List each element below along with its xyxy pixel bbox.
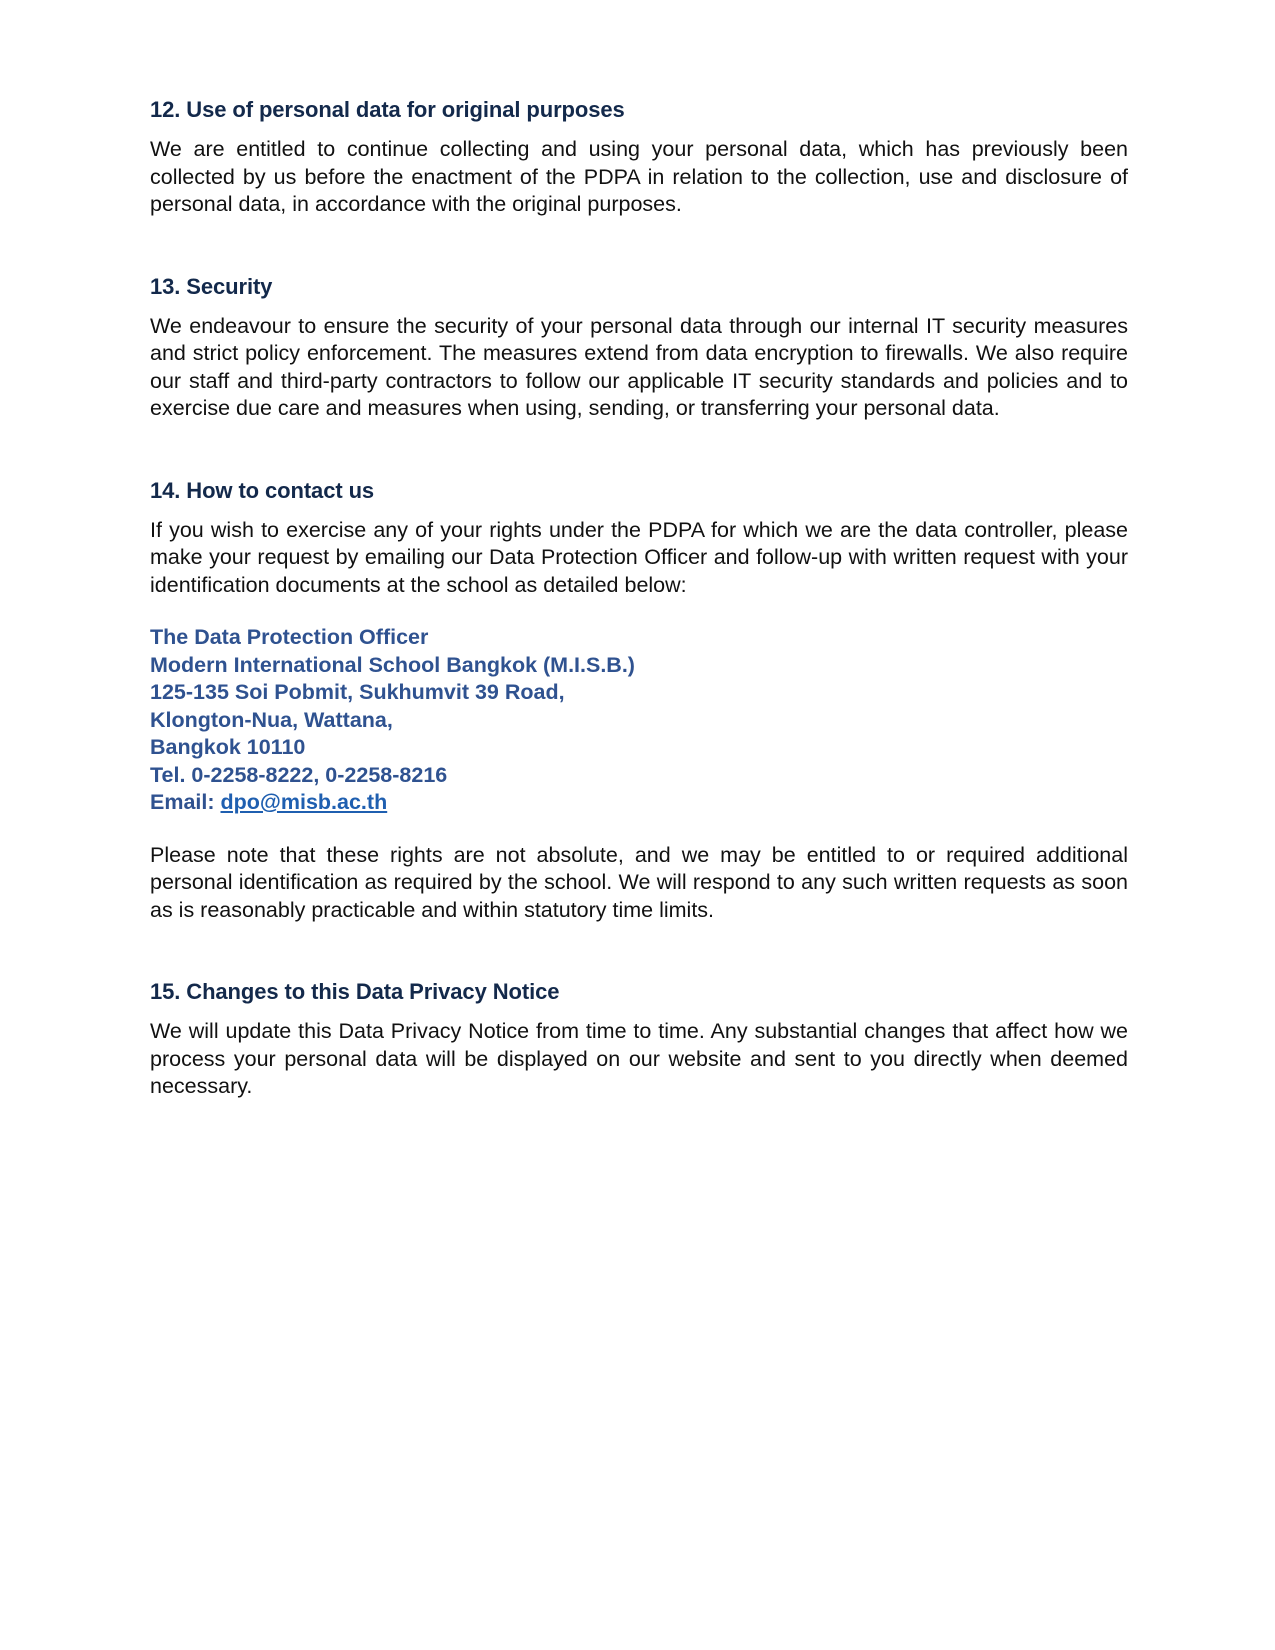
section-14 [150,477,1128,925]
section-heading: 14. How to contact us [150,477,375,503]
section-body: We are entitled to continue collecting and using your personal data, which has previously been collected by us before the enactment of the PDPA in relation to the collection, use and disclosure of personal data, in accordance with the original purposes. [150,137,1128,216]
contact-title: The Data Protection Officer [150,625,429,649]
contact-address-line: Klongton-Nua, Wattana, [150,707,393,732]
section-body: If you wish to exercise any of your rights under the PDPA for which we are the data controller, please make your request by emailing our Data Protection Officer and follow-up with written request with your identification documents at the school as detailed below: [150,517,1128,597]
contact-address-line: 125-135 Soi Pobmit, Sukhumvit 39 Road, [150,680,565,704]
email-link[interactable]: dpo@misb.ac.th [220,790,388,814]
contact-email-row [150,789,1128,817]
contact-organization: Modern International School Bangkok (M.I.S.B.) [150,652,635,677]
contact-block [150,624,1128,817]
section-body: We endeavour to ensure the security of your personal data through our internal IT security measures and strict policy enforcement. The measures extend from data encryption to firewalls. We also require our staff and third-party contractors to follow our applicable IT security standards and policies and to exercise due care and measures when using, sending, or transferring your personal data. [150,313,1128,420]
section-13 [150,273,1128,423]
section-heading: 15. Changes to this Data Privacy Notice [150,979,560,1004]
email-label: Email: [150,790,221,814]
section-12 [150,96,1128,219]
section-15 [150,978,1128,1101]
section-heading: 12. Use of personal data for original purposes [150,97,625,122]
document-page [150,96,1128,1101]
section-note: Please note that these rights are not absolute, and we may be entitled to or required additional personal identification as required by the school. We will respond to any such written requests as soon as is reasonably practicable and within statutory time limits. [150,842,1128,922]
contact-address-line: Bangkok 10110 [150,735,306,759]
section-heading: 13. Security [150,273,273,299]
section-body: We will update this Data Privacy Notice from time to time. Any substantial changes that affect how we process your personal data will be displayed on our website and sent to you directly when deemed necessary. [150,1019,1128,1098]
contact-telephone: Tel. 0-2258-8222, 0-2258-8216 [150,762,448,787]
